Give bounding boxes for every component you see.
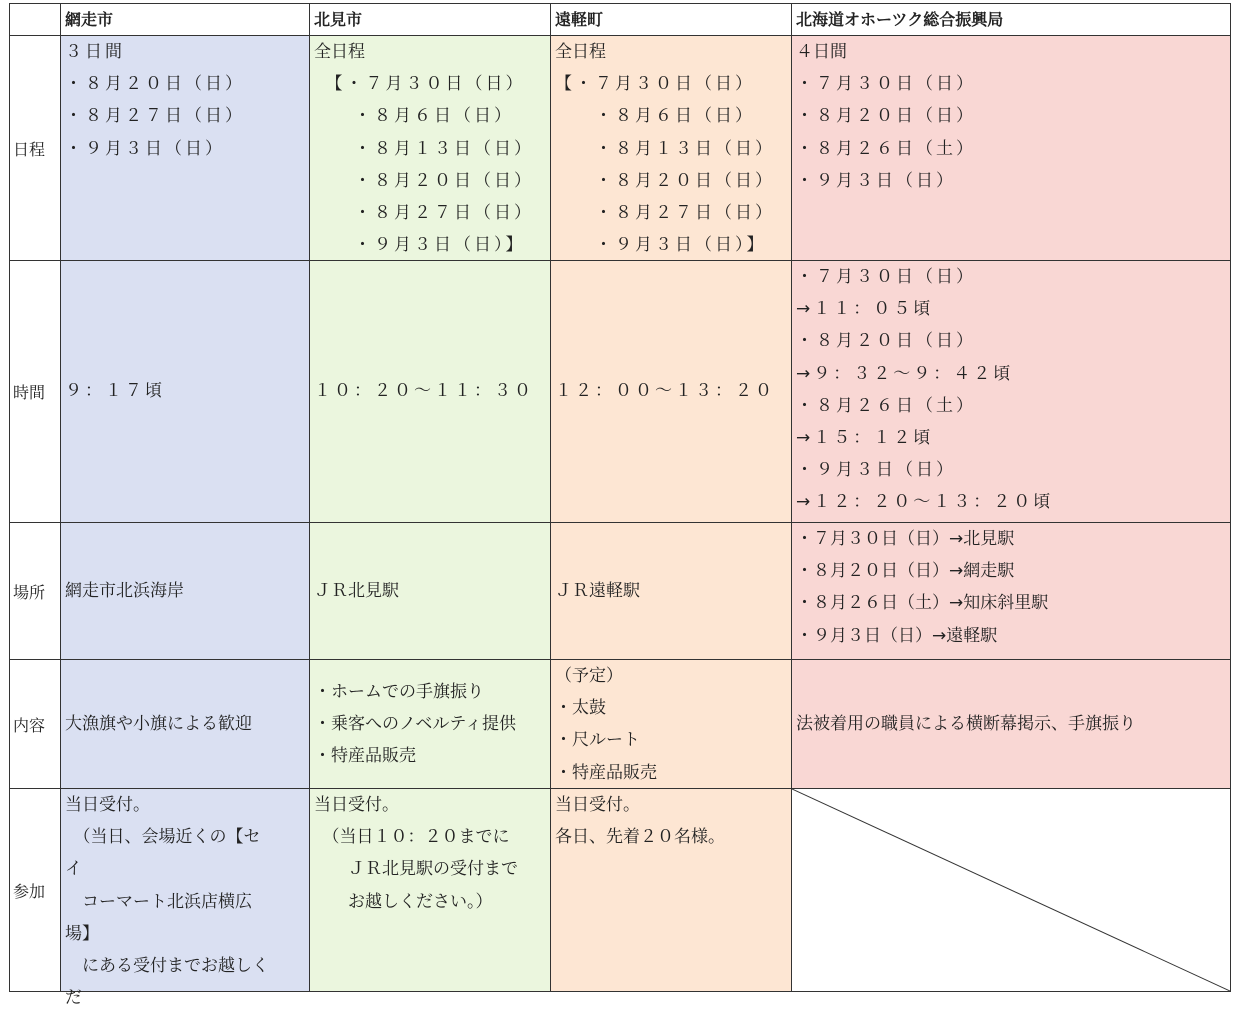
schedule-line: ・８月２０日（日）: [65, 74, 245, 95]
time-line: →９：３２～９：４２頃: [796, 363, 1014, 384]
participation-kitami: [310, 789, 551, 992]
schedule-line: ・９月３日（日）: [796, 170, 956, 191]
participation-line: コーマート北浜店横広: [65, 891, 252, 912]
place-engaru: [551, 523, 792, 660]
schedule-line: ・８月２０日（日）: [314, 170, 534, 191]
place-kitami: [310, 523, 551, 660]
time-abashiri: [61, 261, 310, 523]
header-abashiri: 網走市: [61, 3, 310, 36]
participation-line: イ: [65, 859, 82, 880]
schedule-line: ・８月１３日（日）: [555, 138, 775, 159]
content-line: （予定）: [555, 666, 623, 686]
participation-line: ＪＲ北見駅の受付まで: [314, 859, 518, 880]
content-text: 大漁旗や小旗による歓迎: [65, 713, 252, 734]
participation-engaru: [551, 789, 792, 992]
participation-line: だ: [65, 988, 82, 1009]
content-kitami: [310, 660, 551, 789]
content-line: ・乗客へのノベルティ提供: [314, 713, 516, 734]
schedule-table: [9, 3, 1231, 1009]
participation-line: 当日受付。: [314, 795, 399, 815]
time-line: ・８月２０日（日）: [796, 331, 976, 352]
time-engaru: [551, 261, 792, 523]
diagonal-slash: [792, 789, 1230, 991]
schedule-line: 【・７月３０日（日）: [314, 74, 526, 95]
row-label-content: 内容: [9, 660, 61, 789]
row-label-time: 時間: [9, 261, 61, 523]
time-text: ９：１７頃: [65, 381, 165, 402]
participation-abashiri: [61, 789, 310, 1009]
place-line: ・７月３０日（日）→北見駅: [796, 529, 1015, 549]
participation-okhotsk-empty: [792, 789, 1231, 992]
participation-line: 各日、先着２０名様。: [555, 827, 725, 848]
content-okhotsk: [792, 660, 1231, 789]
schedule-line: ・８月２７日（日）: [555, 203, 775, 224]
header-okhotsk: 北海道オホーツク総合振興局: [792, 3, 1231, 36]
schedule-line: ・７月３０日（日）: [796, 74, 976, 95]
time-line: →１１：０５頃: [796, 299, 934, 320]
schedule-line: ・８月２７日（日）: [65, 106, 245, 127]
participation-line: 当日受付。: [555, 795, 640, 815]
schedule-abashiri: [61, 36, 310, 261]
time-okhotsk: [792, 261, 1231, 523]
participation-line: 当日受付。: [65, 795, 150, 815]
schedule-line: ・８月１３日（日）: [314, 138, 534, 159]
time-line: →１２：２０～１３：２０頃: [796, 492, 1054, 513]
header-engaru: 遠軽町: [551, 3, 792, 36]
schedule-line: ・８月２０日（日）: [555, 170, 775, 191]
place-line: ・８月２０日（日）→網走駅: [796, 561, 1015, 582]
place-text: ＪＲ北見駅: [314, 580, 399, 601]
content-text: 法被着用の職員による横断幕掲示、手旗振り: [796, 713, 1136, 734]
schedule-line: 【・７月３０日（日）: [555, 74, 755, 95]
content-line: ・太鼓: [555, 698, 606, 719]
participation-line: 場】: [65, 923, 99, 944]
time-text: １０：２０～１１：３０: [314, 381, 534, 402]
schedule-line: 全日程: [555, 42, 606, 62]
place-text: ＪＲ遠軽駅: [555, 580, 640, 601]
place-okhotsk: [792, 523, 1231, 660]
corner-cell: [9, 3, 61, 36]
content-line: ・尺ルート: [555, 730, 640, 751]
schedule-kitami: [310, 36, 551, 261]
place-line: ・９月３日（日）→遠軽駅: [796, 625, 998, 646]
schedule-line: ・８月２０日（日）: [796, 106, 976, 127]
participation-line: （当日、会場近くの【セ: [65, 827, 261, 848]
schedule-line: ・９月３日（日）】: [314, 235, 526, 256]
schedule-line: ・８月２７日（日）: [314, 203, 534, 224]
content-engaru: [551, 660, 792, 789]
schedule-okhotsk: [792, 36, 1231, 261]
schedule-line: ３日間: [65, 42, 125, 62]
schedule-line: ・９月３日（日）】: [555, 235, 767, 256]
time-line: →１５：１２頃: [796, 428, 934, 449]
schedule-line: ・９月３日（日）: [65, 138, 225, 159]
schedule-line: ・８月６日（日）: [555, 106, 755, 127]
time-kitami: [310, 261, 551, 523]
time-text: １２：００～１３：２０: [555, 381, 775, 402]
row-label-place: 場所: [9, 523, 61, 660]
time-line: ・８月２６日（土）: [796, 395, 976, 416]
header-kitami: 北見市: [310, 3, 551, 36]
participation-line: お越しください。）: [314, 891, 493, 912]
participation-line: （当日１０：２０までに: [314, 827, 510, 848]
row-label-schedule: 日程: [9, 36, 61, 261]
place-abashiri: [61, 523, 310, 660]
place-line: ・８月２６日（土）→知床斜里駅: [796, 593, 1049, 614]
schedule-line: ４日間: [796, 42, 847, 62]
time-line: ・７月３０日（日）: [796, 267, 976, 287]
time-line: ・９月３日（日）: [796, 460, 956, 481]
schedule-line: ・８月６日（日）: [314, 106, 514, 127]
content-line: ・ホームでの手旗振り: [314, 681, 484, 702]
participation-line: にある受付までお越しく: [65, 956, 269, 977]
schedule-line: ・８月２６日（土）: [796, 138, 976, 159]
content-line: ・特産品販売: [314, 746, 416, 767]
content-abashiri: [61, 660, 310, 789]
row-label-participation: 参加: [9, 789, 61, 992]
place-text: 網走市北浜海岸: [65, 580, 184, 601]
schedule-line: 全日程: [314, 42, 365, 62]
schedule-engaru: [551, 36, 792, 261]
content-line: ・特産品販売: [555, 762, 657, 783]
